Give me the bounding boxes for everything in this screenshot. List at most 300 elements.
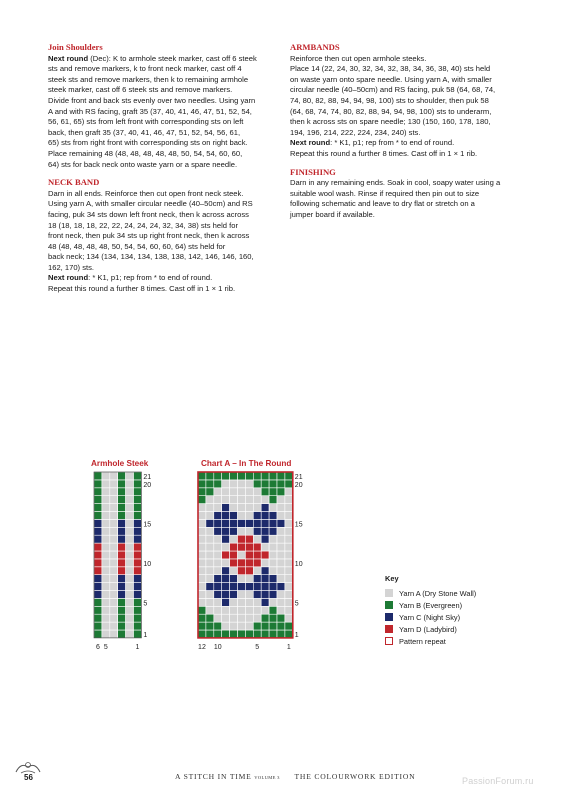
stitch-cell [245,535,253,543]
stitch-cell [126,622,134,630]
stitch-cell [206,606,214,614]
stitch-cell [118,527,126,535]
stitch-cell [94,496,102,504]
magazine-title: A STITCH IN TIME [175,772,252,781]
paragraph [48,284,276,295]
stitch-cell [134,598,142,606]
stitch-cell [277,622,285,630]
body-text: : * K1, p1; rep from * to end of round. [88,273,213,283]
body-text: 65) sts from right front with corresponding sts on right back. [48,138,248,148]
stitch-cell [134,535,142,543]
stitch-cell [110,504,118,512]
stitch-cell [110,567,118,575]
stitch-cell [253,614,261,622]
key-label: Yarn C (Night Sky) [399,612,461,622]
stitch-cell [245,567,253,575]
stitch-cell [222,472,230,480]
stitch-cell [102,622,110,630]
stitch-cell [238,551,246,559]
stitch-cell [269,614,277,622]
stitch-cell [206,591,214,599]
stitch-cell [285,614,293,622]
stitch-cell [126,614,134,622]
stitch-cell [245,543,253,551]
body-text: front neck, then puk 34 sts up right front neck, then k across [48,231,250,241]
stitch-cell [126,606,134,614]
stitch-cell [214,527,222,535]
stitch-cell [198,591,206,599]
stitch-cell [110,606,118,614]
stitch-cell [118,630,126,638]
body-text: Darn in all ends. Reinforce then cut open front neck steek. [48,188,244,198]
stitch-cell [214,606,222,614]
stitch-cell [110,622,118,630]
body-text: 64) sts for back neck onto waste yarn or a spare needle. [48,159,238,169]
chart-a [190,468,320,658]
body-text: facing, puk 34 sts down left front neck, then k across across [48,209,249,219]
stitch-cell [134,519,142,527]
stitch-cell [222,504,230,512]
stitch-cell [94,583,102,591]
body-text: back neck; 134 (134, 134, 134, 138, 138, 142, 146, 146, 160, [48,252,254,262]
stitch-cell [253,488,261,496]
stitch-cell [118,543,126,551]
stitch-cell [253,630,261,638]
stitch-cell [230,472,238,480]
key-label: Pattern repeat [399,636,446,646]
stitch-cell [238,614,246,622]
stitch-cell [269,496,277,504]
stitch-cell [206,614,214,622]
column-label: 5 [255,643,260,651]
stitch-cell [206,575,214,583]
stitch-cell [126,575,134,583]
stitch-cell [285,630,293,638]
stitch-cell [110,488,118,496]
stitch-cell [102,559,110,567]
row-label: 5 [143,600,148,608]
stitch-cell [245,598,253,606]
stitch-cell [198,559,206,567]
stitch-cell [214,559,222,567]
section-heading: NECK BAND [48,177,100,188]
row-label: 10 [294,560,303,568]
stitch-cell [261,527,269,535]
stitch-cell [214,583,222,591]
stitch-cell [94,622,102,630]
stitch-cell [269,543,277,551]
stitch-cell [94,480,102,488]
stitch-cell [230,543,238,551]
row-label: 20 [294,481,303,489]
stitch-cell [230,512,238,520]
stitch-cell [261,472,269,480]
stitch-cell [214,567,222,575]
stitch-cell [285,598,293,606]
stitch-cell [238,543,246,551]
stitch-cell [94,575,102,583]
stitch-cell [261,512,269,520]
stitch-cell [245,551,253,559]
stitch-cell [118,480,126,488]
stitch-cell [94,519,102,527]
stitch-cell [126,567,134,575]
stitch-cell [261,519,269,527]
armhole-steek-title: Armhole Steek [91,459,149,468]
stitch-cell [110,591,118,599]
stitch-cell [222,527,230,535]
row-label: 1 [294,631,299,639]
stitch-cell [238,519,246,527]
column-label: 10 [213,643,222,651]
paragraph [290,149,520,160]
stitch-cell [94,488,102,496]
stitch-cell [214,496,222,504]
body-text: 18 (18, 18, 18, 22, 22, 24, 24, 24, 32, 34, 38) sts held for [48,220,238,230]
stitch-cell [253,504,261,512]
section [48,42,276,170]
body-text: on waste yarn onto spare needle. Using yarn A, with smaller [290,74,492,84]
body-text: jumper board if available. [290,209,375,219]
body-text: back, then graft 35 (37, 40, 41, 46, 47, 51, 52, 54, 56, 61, [48,127,241,137]
stitch-cell [126,543,134,551]
stitch-cell [285,527,293,535]
stitch-cell [253,559,261,567]
stitch-cell [134,512,142,520]
stitch-cell [126,496,134,504]
stitch-cell [118,598,126,606]
stitch-cell [261,504,269,512]
stitch-cell [198,583,206,591]
stitch-cell [253,543,261,551]
stitch-cell [126,598,134,606]
stitch-cell [269,622,277,630]
stitch-cell [230,504,238,512]
row-label: 20 [143,481,152,489]
stitch-cell [206,472,214,480]
stitch-cell [245,559,253,567]
body-text: 48 (48, 48, 48, 48, 50, 54, 54, 60, 60, 64) sts held for [48,241,226,251]
stitch-cell [110,614,118,622]
stitch-cell [245,472,253,480]
stitch-cell [269,583,277,591]
stitch-cell [261,559,269,567]
stitch-cell [261,598,269,606]
stitch-cell [238,535,246,543]
stitch-cell [214,551,222,559]
stitch-cell [277,519,285,527]
stitch-cell [261,583,269,591]
stitch-cell [198,543,206,551]
stitch-cell [245,583,253,591]
stitch-cell [206,504,214,512]
stitch-cell [269,535,277,543]
stitch-cell [245,575,253,583]
stitch-cell [118,496,126,504]
stitch-cell [230,583,238,591]
chart-a-title: Chart A – In The Round [201,459,292,468]
body-text: sts and remove markers, k to front neck marker, cast off 4 [48,64,242,74]
stitch-cell [253,583,261,591]
section [290,42,520,160]
stitch-cell [230,598,238,606]
stitch-cell [269,606,277,614]
stitch-cell [102,519,110,527]
stitch-cell [222,575,230,583]
stitch-cell [269,480,277,488]
stitch-cell [253,598,261,606]
stitch-cell [198,606,206,614]
stitch-cell [230,519,238,527]
stitch-cell [285,519,293,527]
stitch-cell [126,512,134,520]
stitch-cell [102,551,110,559]
stitch-cell [110,535,118,543]
stitch-cell [102,512,110,520]
stitch-cell [245,519,253,527]
stitch-cell [253,567,261,575]
stitch-cell [222,567,230,575]
stitch-cell [134,480,142,488]
stitch-cell [134,551,142,559]
stitch-cell [94,567,102,575]
left-column [48,42,276,302]
stitch-cell [214,630,222,638]
stitch-cell [118,512,126,520]
stitch-cell [269,567,277,575]
section-heading: ARMBANDS [290,42,340,52]
stitch-cell [230,559,238,567]
stitch-cell [245,496,253,504]
stitch-cell [94,543,102,551]
stitch-cell [110,519,118,527]
paragraph [48,189,276,274]
stitch-cell [245,480,253,488]
stitch-cell [94,512,102,520]
stitch-cell [102,598,110,606]
stitch-cell [102,583,110,591]
stitch-cell [126,504,134,512]
stitch-cell [110,583,118,591]
stitch-cell [238,488,246,496]
body-text: Reinforce then cut open armhole steeks. [290,53,427,63]
stitch-cell [110,480,118,488]
stitch-cell [206,527,214,535]
body-text: 56, 61, 65) sts from left front with corresponding sts on left [48,117,244,127]
row-label: 10 [143,560,152,568]
stitch-cell [134,606,142,614]
section [290,167,520,221]
body-text: steek marker, cast off 6 steek sts and remove markers. [48,85,233,95]
key-label: Yarn D (Ladybird) [399,624,457,634]
row-label: 1 [143,631,148,639]
stitch-cell [222,591,230,599]
stitch-cell [285,504,293,512]
body-text: 74, 80, 82, 88, 94, 94, 98, 100) sts to shoulder, then puk 58 [290,95,489,105]
stitch-cell [102,606,110,614]
stitch-cell [206,622,214,630]
stitch-cell [118,591,126,599]
key-item [385,623,476,635]
stitch-cell [230,614,238,622]
stitch-cell [206,583,214,591]
stitch-cell [214,480,222,488]
stitch-cell [285,575,293,583]
stitch-cell [134,488,142,496]
magazine-volume: VOLUME 3 [254,775,280,780]
stitch-cell [269,591,277,599]
stitch-cell [269,598,277,606]
body-text: circular needle (40–50cm) and RS facing, puk 58 (64, 68, 74, [290,85,496,95]
stitch-cell [118,519,126,527]
stitch-cell [134,559,142,567]
stitch-cell [261,535,269,543]
stitch-cell [277,559,285,567]
stitch-cell [222,496,230,504]
stitch-cell [261,551,269,559]
stitch-cell [134,496,142,504]
stitch-cell [245,622,253,630]
stitch-cell [102,591,110,599]
stitch-cell [285,488,293,496]
stitch-cell [230,575,238,583]
stitch-cell [102,614,110,622]
stitch-cell [126,519,134,527]
stitch-cell [238,630,246,638]
stitch-cell [261,614,269,622]
stitch-cell [214,575,222,583]
stitch-cell [245,630,253,638]
paragraph [290,54,520,139]
stitch-cell [285,622,293,630]
stitch-cell [206,630,214,638]
stitch-cell [198,598,206,606]
stitch-cell [238,622,246,630]
row-label: 21 [143,473,152,481]
stitch-cell [269,630,277,638]
row-label: 21 [294,473,303,481]
body-text: then k across sts on spare needle; 130 (150, 160, 178, 180, [290,117,491,127]
stitch-cell [253,519,261,527]
magazine-edition: THE COLOURWORK EDITION [294,772,416,781]
stitch-cell [206,551,214,559]
row-label: 15 [294,521,303,529]
stitch-cell [206,512,214,520]
stitch-cell [245,614,253,622]
stitch-cell [110,551,118,559]
body-text: steek sts and remove markers, then k to remaining armhole [48,74,249,84]
stitch-cell [94,472,102,480]
body-text: (64, 68, 74, 74, 80, 82, 88, 94, 94, 98, 100) sts to underarm, [290,106,492,116]
paragraph [290,178,520,220]
stitch-cell [277,614,285,622]
stitch-cell [94,551,102,559]
key-item [385,611,476,623]
stitch-cell [110,598,118,606]
stitch-cell [126,535,134,543]
stitch-cell [102,630,110,638]
stitch-cell [230,527,238,535]
stitch-cell [277,504,285,512]
body-text: (Dec): K to armhole steek marker, cast off 6 steek [88,53,257,63]
stitch-cell [261,575,269,583]
stitch-cell [253,551,261,559]
key-item [385,635,476,647]
body-text: A and with RS facing, graft 35 (37, 40, 41, 46, 47, 51, 52, 54, [48,106,252,116]
stitch-cell [94,598,102,606]
stitch-cell [238,598,246,606]
stitch-cell [238,606,246,614]
instruction-label: Next round [48,273,89,283]
stitch-cell [269,504,277,512]
stitch-cell [253,496,261,504]
stitch-cell [214,598,222,606]
stitch-cell [285,512,293,520]
stitch-cell [277,630,285,638]
section [48,177,276,295]
stitch-cell [238,591,246,599]
stitch-cell [253,480,261,488]
stitch-cell [214,519,222,527]
stitch-cell [126,551,134,559]
stitch-cell [206,519,214,527]
body-text: Place 14 (22, 24, 30, 32, 34, 32, 38, 34, 36, 38, 40) sts held [290,64,491,74]
chart-key [385,574,476,647]
stitch-cell [118,535,126,543]
stitch-cell [118,551,126,559]
section-heading: FINISHING [290,166,336,177]
stitch-cell [261,567,269,575]
stitch-cell [110,472,118,480]
stitch-cell [206,543,214,551]
stitch-cell [214,543,222,551]
stitch-cell [206,567,214,575]
stitch-cell [198,567,206,575]
stitch-cell [102,480,110,488]
stitch-cell [245,527,253,535]
stitch-cell [94,527,102,535]
stitch-cell [277,480,285,488]
stitch-cell [230,496,238,504]
stitch-cell [261,606,269,614]
key-title: Key [385,574,399,583]
stitch-cell [245,488,253,496]
stitch-cell [222,630,230,638]
stitch-cell [126,527,134,535]
stitch-cell [230,480,238,488]
stitch-cell [126,488,134,496]
column-label: 5 [103,643,108,651]
stitch-cell [198,519,206,527]
stitch-cell [222,583,230,591]
stitch-cell [126,630,134,638]
body-text: Darn in any remaining ends. Soak in cool, soapy water using a [290,178,501,188]
paragraph [48,273,276,284]
stitch-cell [134,472,142,480]
stitch-cell [214,488,222,496]
stitch-cell [198,472,206,480]
stitch-cell [253,622,261,630]
column-label: 1 [286,643,291,651]
stitch-cell [118,575,126,583]
stitch-cell [269,559,277,567]
stitch-cell [110,496,118,504]
ornament-icon [13,758,43,776]
stitch-cell [253,535,261,543]
color-swatch [385,625,393,633]
stitch-cell [238,575,246,583]
stitch-cell [261,480,269,488]
